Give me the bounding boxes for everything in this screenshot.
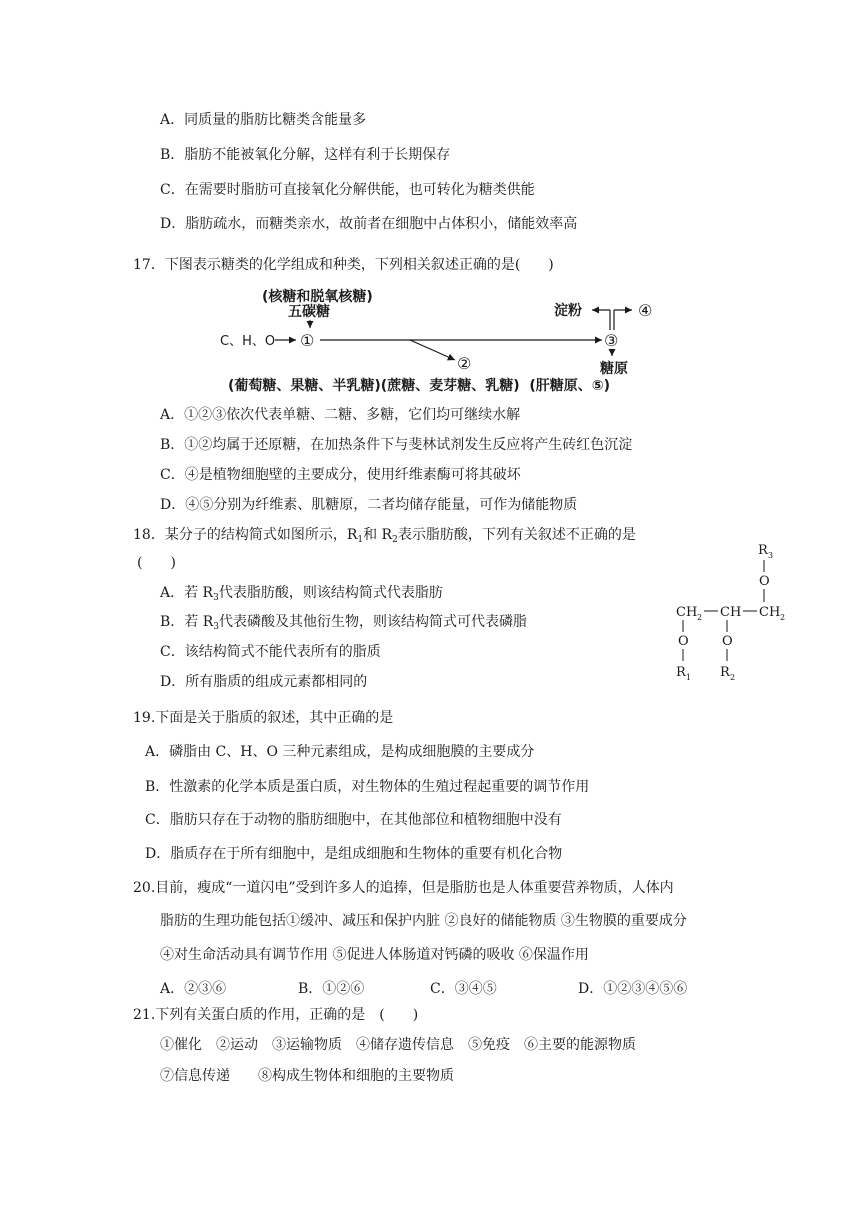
q20-stem-line-2: 脂肪的生理功能包括①缓冲、减压和保护内脏 ②良好的储能物质 ③生物膜的重要成分 [160,913,687,929]
q19-option-c: C．脂肪只存在于动物的脂肪细胞中，在其他部位和植物细胞中没有 [145,812,562,828]
svg-text:3: 3 [768,551,774,560]
glycogen-label: 糖原 [600,361,628,377]
svg-text:CH: CH [720,605,742,620]
q20-option-a: A．②③⑥ [160,981,227,997]
q17-option-c: C．④是植物细胞壁的主要成分，使用纤维素酶可将其破坏 [160,467,521,483]
svg-text:2: 2 [730,673,736,682]
q16-option-b: B．脂肪不能被氧化分解，这样有利于长期保存 [160,147,451,163]
q18-option-b: B．若 $R_3$代表磷酸及其他衍生物，则该结构简式可代表磷脂 [160,614,528,632]
q17-option-a: A．①②③依次代表单糖、二糖、多糖，它们均可继续水解 [160,407,521,423]
q20-stem-line-1: 20.目前，瘦成“一道闪电”受到许多人的追捧，但是脂肪也是人体重要营养物质，人体内 [133,880,674,896]
svg-text:CH: CH [759,605,781,620]
q20-option-b: B．①②⑥ [298,981,365,997]
svg-text:1: 1 [686,673,692,682]
q21-items-line-1: ①催化 ②运动 ③运输物质 ④储存遗传信息 ⑤免疫 ⑥主要的能源物质 [160,1037,636,1053]
node-4: ④ [638,301,653,320]
node-3: ③ [604,331,619,350]
q18-option-a: A．若 $R_3$代表脂肪酸，则该结构简式代表脂肪 [160,585,443,603]
q17-option-b: B．①②均属于还原糖，在加热条件下与斐林试剂发生反应将产生砖红色沉淀 [160,437,633,453]
svg-text:O: O [759,574,770,589]
q18-option-c: C．该结构简式不能代表所有的脂质 [160,644,381,660]
q21-stem: 21.下列有关蛋白质的作用，正确的是 ( ) [133,1007,419,1023]
sugar-classification-diagram [200,280,680,400]
q17-option-d: D．④⑤分别为纤维素、肌糖原，二者均储存能量，可作为储能物质 [160,497,578,513]
svg-text:CH: CH [676,605,698,620]
starch-label: 淀粉 [554,303,582,319]
sugar-examples-label: (葡萄糖、果糖、半乳糖)(蔗糖、麦芽糖、乳糖) (肝糖原、⑤) [228,378,610,394]
q18-paren: ( ) [137,555,176,571]
cho-elements-label: C、H、O [220,334,276,349]
svg-text:R: R [720,665,730,680]
svg-text:R: R [758,543,768,558]
q19-option-a: A．磷脂由 C、H、O 三种元素组成，是构成细胞膜的主要成分 [145,744,535,760]
svg-text:R: R [676,665,686,680]
q21-items-line-2: ⑦信息传递 ⑧构成生物体和细胞的主要物质 [160,1068,454,1084]
svg-text:O: O [678,634,689,649]
lipid-structure-formula [660,536,810,686]
q20-stem-line-3: ④对生命活动具有调节作用 ⑤促进人体肠道对钙磷的吸收 ⑥保温作用 [160,947,589,963]
q16-option-c: C．在需要时脂肪可直接氧化分解供能，也可转化为糖类供能 [160,182,535,198]
q17-stem: 17．下图表示糖类的化学组成和种类，下列相关叙述正确的是( ) [133,257,554,273]
q20-option-c: C．③④⑤ [430,981,497,997]
q16-option-d: D．脂肪疏水，而糖类亲水，故前者在细胞中占体积小，储能效率高 [160,216,578,232]
q19-option-d: D．脂质存在于所有细胞中，是组成细胞和生物体的重要有机化合物 [145,846,563,862]
svg-text:2: 2 [697,613,703,622]
node-1: ① [300,331,315,350]
arrow-to-2 [410,340,455,360]
q19-stem: 19.下面是关于脂质的叙述，其中正确的是 [133,710,394,726]
q16-option-a: A．同质量的脂肪比糖类含能量多 [160,112,367,128]
q18-stem: 18．某分子的结构简式如图所示，$R_1$和 $R_2$表示脂肪酸，下列有关叙述不正确的是 [133,527,636,545]
svg-text:O: O [722,634,733,649]
q19-option-b: B．性激素的化学本质是蛋白质，对生物体的生殖过程起重要的调节作用 [145,779,590,795]
q18-option-d: D．所有脂质的组成元素都相同的 [160,674,368,690]
pentose-examples-label: (核糖和脱氧核糖) [262,289,373,305]
svg-text:2: 2 [780,613,786,622]
q20-option-d: D．①②③④⑤⑥ [578,981,688,997]
pentose-label: 五碳糖 [288,304,330,320]
node-2: ② [457,354,472,373]
